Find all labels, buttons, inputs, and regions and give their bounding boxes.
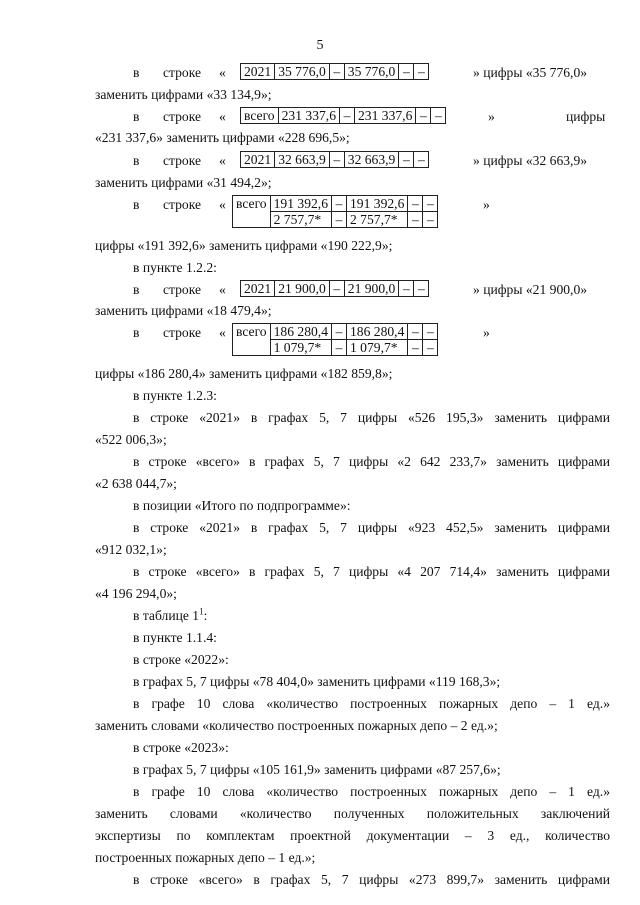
close-quote: » [488, 109, 495, 124]
para-line: «2 638 044,7»; [95, 476, 177, 491]
word-v: в [133, 325, 140, 340]
open-quote: « [219, 65, 226, 80]
word-v: в [133, 153, 140, 168]
para-line: в пункте 1.1.4: [133, 630, 217, 645]
word-stroke: строке [163, 65, 202, 80]
cell-year: 2021 [241, 152, 275, 168]
cell-dash: – [416, 108, 431, 124]
mini-table [240, 151, 429, 168]
row-continuation: заменить цифрами «33 134,9»; [95, 87, 272, 102]
row-tail: » цифры «32 663,9» [473, 153, 588, 168]
cell-dash: – [399, 64, 414, 80]
cell-dash: – [331, 196, 346, 212]
mini-table [240, 63, 429, 80]
word-v: в [133, 282, 140, 297]
cell-dash: – [414, 281, 429, 297]
open-quote: « [219, 109, 226, 124]
cell-a: 35 776,0 [275, 64, 330, 80]
para-line: в строке «2022»: [133, 652, 229, 667]
para-line: в графе 10 слова «количество построенных пожарных депо – 1 ед.» [133, 784, 610, 799]
close-quote: » [483, 197, 490, 212]
cell-dash: – [423, 324, 438, 340]
para-line: в строке «2023»: [133, 740, 229, 755]
cell-dash: – [423, 212, 438, 228]
para-line: в строке «всего» в графах 5, 7 цифры «4 207 714,4» заменить цифрами [133, 564, 610, 579]
row-tail: цифры [566, 109, 606, 124]
word-stroke: строке [163, 109, 202, 124]
cell-dash: – [408, 324, 423, 340]
cell-dash: – [329, 152, 344, 168]
para-line: построенных пожарных депо – 1 ед.»; [95, 850, 316, 865]
cell-year: всего [233, 196, 271, 228]
cell-a: 21 900,0 [275, 281, 330, 297]
para-line: «522 006,3»; [95, 432, 167, 447]
cell-a: 32 663,9 [275, 152, 330, 168]
row-continuation: цифры «191 392,6» заменить цифрами «190 222,9»; [95, 238, 393, 253]
colon: : [203, 608, 208, 623]
cell-a2: 1 079,7* [270, 340, 331, 356]
row-tail: » цифры «21 900,0» [473, 282, 588, 297]
para-line: в строке «всего» в графах 5, 7 цифры «2 642 233,7» заменить цифрами [133, 454, 610, 469]
amend-row-1 [95, 64, 610, 81]
cell-dash: – [339, 108, 354, 124]
cell-dash: – [414, 152, 429, 168]
mini-table [240, 107, 446, 124]
cell-dash: – [331, 212, 346, 228]
cell-b2: 1 079,7* [346, 340, 407, 356]
row-tail: » цифры «35 776,0» [473, 65, 588, 80]
row-continuation: «231 337,6» заменить цифрами «228 696,5»; [95, 130, 350, 145]
cell-a2: 2 757,7* [270, 212, 331, 228]
word-stroke: строке [163, 153, 202, 168]
word-stroke: строке [163, 197, 202, 212]
cell-dash: – [431, 108, 446, 124]
cell-dash: – [331, 340, 346, 356]
amend-row-4 [95, 196, 610, 227]
cell-a: 231 337,6 [278, 108, 339, 124]
cell-dash: – [423, 340, 438, 356]
clause-heading: в пункте 1.2.3: [133, 388, 217, 403]
cell-a: 186 280,4 [270, 324, 331, 340]
mini-table [240, 280, 429, 297]
amend-row-6 [95, 324, 610, 355]
para-line: экспертизы по комплектам проектной документации – 3 ед., количество [95, 828, 610, 843]
para-line: «912 032,1»; [95, 542, 167, 557]
cell-b: 21 900,0 [344, 281, 399, 297]
word-v: в [133, 197, 140, 212]
cell-dash: – [399, 281, 414, 297]
row-continuation: заменить цифрами «31 494,2»; [95, 175, 272, 190]
amend-row-3 [95, 152, 610, 169]
cell-b: 186 280,4 [346, 324, 407, 340]
clause-heading: в пункте 1.2.2: [133, 260, 217, 275]
para-line: в графах 5, 7 цифры «78 404,0» заменить цифрами «119 168,3»; [133, 674, 501, 689]
cell-dash: – [329, 281, 344, 297]
para-line: в позиции «Итого по подпрограмме»: [133, 498, 351, 513]
cell-b: 35 776,0 [344, 64, 399, 80]
open-quote: « [219, 153, 226, 168]
para-line: «4 196 294,0»; [95, 586, 177, 601]
mini-table [232, 323, 438, 356]
cell-dash: – [331, 324, 346, 340]
para-line: в строке «2021» в графах 5, 7 цифры «923 452,5» заменить цифрами [133, 520, 610, 535]
page-number: 5 [316, 38, 324, 53]
cell-dash: – [329, 64, 344, 80]
cell-dash: – [408, 196, 423, 212]
cell-dash: – [399, 152, 414, 168]
cell-dash: – [408, 340, 423, 356]
cell-b: 231 337,6 [354, 108, 415, 124]
cell-year: всего [241, 108, 279, 124]
cell-a: 191 392,6 [270, 196, 331, 212]
table-ref: в таблице 1 [133, 608, 200, 623]
para-line: в графах 5, 7 цифры «105 161,9» заменить цифрами «87 257,6»; [133, 762, 501, 777]
cell-b2: 2 757,7* [346, 212, 407, 228]
para-line: заменить словами «количество полученных положительных заключений [95, 806, 610, 821]
para-line [133, 607, 207, 624]
cell-b: 32 663,9 [344, 152, 399, 168]
para-line: в графе 10 слова «количество построенных пожарных депо – 1 ед.» [133, 696, 610, 711]
para-line: заменить словами «количество построенных пожарных депо – 2 ед.»; [95, 718, 498, 733]
cell-b: 191 392,6 [346, 196, 407, 212]
word-v: в [133, 65, 140, 80]
para-line: в строке «2021» в графах 5, 7 цифры «526 195,3» заменить цифрами [133, 410, 610, 425]
row-continuation: заменить цифрами «18 479,4»; [95, 303, 272, 318]
cell-year: 2021 [241, 281, 275, 297]
cell-dash: – [408, 212, 423, 228]
word-stroke: строке [163, 325, 202, 340]
row-continuation: цифры «186 280,4» заменить цифрами «182 859,8»; [95, 366, 393, 381]
para-line: в строке «всего» в графах 5, 7 цифры «273 899,7» заменить цифрами [133, 872, 610, 887]
amend-row-2 [95, 108, 610, 125]
word-stroke: строке [163, 282, 202, 297]
superscript: 1 [199, 606, 204, 617]
open-quote: « [219, 325, 226, 340]
word-v: в [133, 109, 140, 124]
open-quote: « [219, 197, 226, 212]
cell-dash: – [423, 196, 438, 212]
cell-year: 2021 [241, 64, 275, 80]
cell-year: всего [233, 324, 271, 356]
mini-table [232, 195, 438, 228]
cell-dash: – [414, 64, 429, 80]
amend-row-5 [95, 281, 610, 298]
close-quote: » [483, 325, 490, 340]
open-quote: « [219, 282, 226, 297]
